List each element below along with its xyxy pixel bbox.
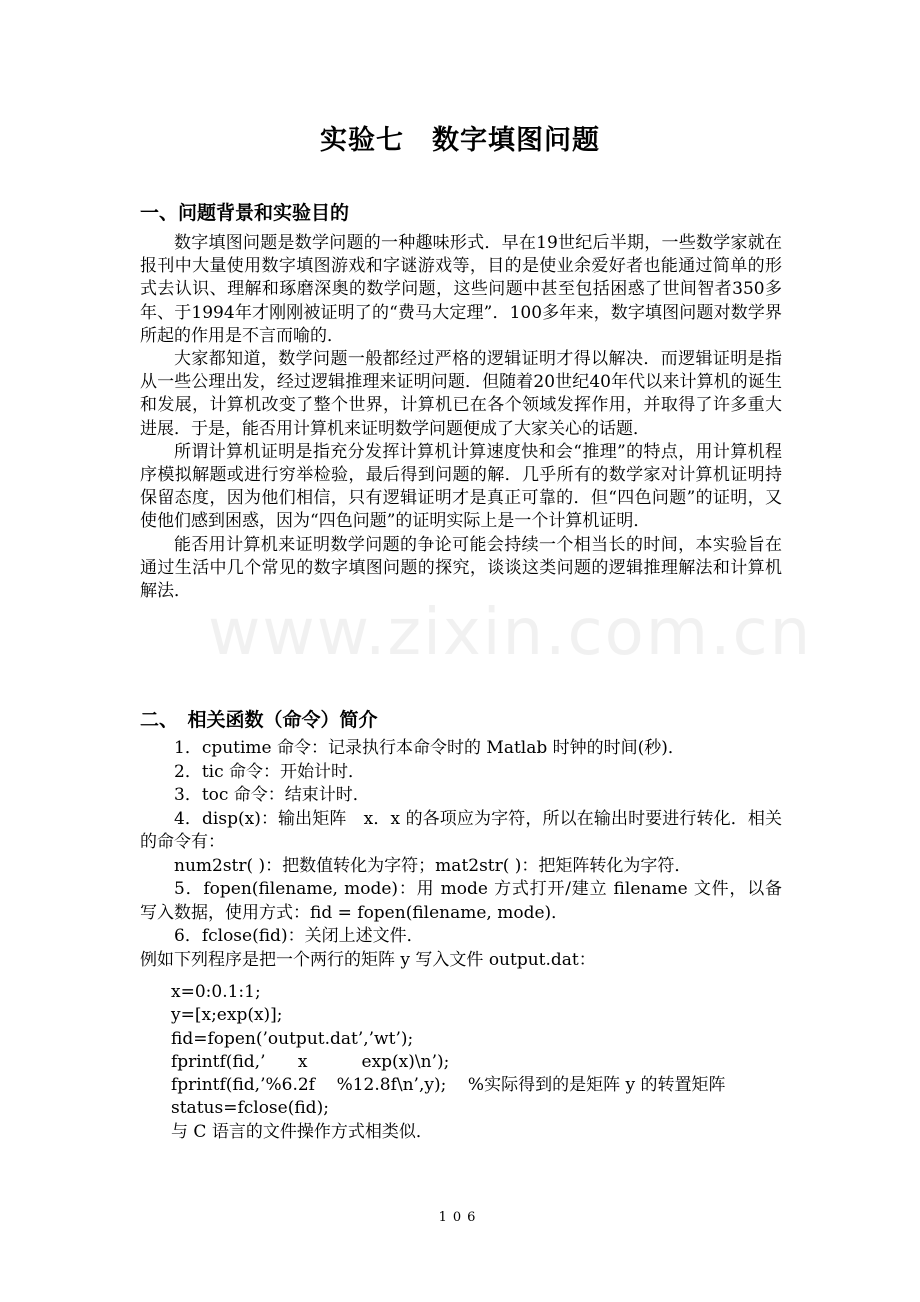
paragraph-2: 大家都知道，数学问题一般都经过严格的逻辑证明才得以解决．而逻辑证明是指从一些公理出发，经过逻辑推理来证明问题．但随着20世纪40年代以来计算机的诞生和发展，计算机改变了整个世界，计算机已在各个领域发挥作用，并取得了许多重大进展．于是，能否用计算机来证明数学问题便成了大家关心的话题． xyxy=(140,349,782,439)
section-1-body xyxy=(140,232,782,603)
watermark: www.zixin.com.cn xyxy=(208,596,813,670)
paragraph-4: 能否用计算机来证明数学问题的争论可能会持续一个相当长的时间，本实验旨在通过生活中几个常见的数字填图问题的探究，谈谈这类问题的逻辑推理解法和计算机解法． xyxy=(140,534,782,602)
list-item-toc: 3．toc 命令：结束计时． xyxy=(174,785,370,805)
code-line: x=0:0.1:1; xyxy=(171,982,261,1002)
list-item-fopen: 5．fopen(filename, mode)：用 mode 方式打开/建立 filename 文件，以备写入数据，使用方式：fid = fopen(filename, mode)． xyxy=(140,879,782,923)
example-intro: 例如下列程序是把一个两行的矩阵 y 写入文件 output.dat： xyxy=(140,949,596,970)
list-item-disp: 4．disp(x)：输出矩阵 x．x 的各项应为字符，所以在输出时要进行转化．相关的命令有： xyxy=(140,808,782,852)
paragraph-3: 所谓计算机证明是指充分发挥计算机计算速度快和会“推理”的特点，用计算机程序模拟解题或进行穷举检验，最后得到问题的解．几乎所有的数学家对计算机证明持保留态度，因为他们相信，只有逻辑证明才是真正可靠的．但“四色问题”的证明，又使他们感到困惑，因为“四色问题”的证明实际上是一个计算机证明． xyxy=(140,441,782,532)
page-number: 106 xyxy=(438,1210,482,1225)
code-line: status=fclose(fid); xyxy=(171,1098,329,1119)
page-title: 实验七 数字填图问题 xyxy=(320,125,600,156)
list-item-disp-related: num2str( )：把数值转化为字符；mat2str( )：把矩阵转化为字符． xyxy=(174,855,692,876)
code-line: fid=fopen(’output.dat’,’wt’); xyxy=(171,1028,414,1049)
list-item-fclose: 6．fclose(fid)：关闭上述文件． xyxy=(174,926,424,946)
function-list xyxy=(140,737,782,972)
code-note: 与 C 语言的文件操作方式相类似． xyxy=(171,1121,433,1142)
list-item-tic: 2．tic 命令：开始计时． xyxy=(174,761,366,782)
code-line: y=[x;exp(x)]; xyxy=(171,1005,283,1026)
section-2-heading: 二、 相关函数（命令）简介 xyxy=(140,709,378,731)
code-line: fprintf(fid,’ x exp(x)\n’); xyxy=(171,1051,450,1072)
code-line: fprintf(fid,’%6.2f %12.8f\n’,y); %实际得到的是矩阵 y 的转置矩阵 xyxy=(171,1075,726,1096)
paragraph-1: 数字填图问题是数学问题的一种趣味形式．早在19世纪后半期，一些数学家就在报刊中大量使用数字填图游戏和字谜游戏等，目的是使业余爱好者也能通过简单的形式去认识、理解和琢磨深奥的数学问题，这些问题中甚至包括困惑了世间智者350多年、于1994年才刚刚被证明了的“费马大定理”．100多年来，数字填图问题对数学界所起的作用是不言而喻的． xyxy=(140,233,782,346)
section-1-heading: 一、问题背景和实验目的 xyxy=(140,202,350,224)
list-item-cputime: 1．cputime 命令：记录执行本命令时的 Matlab 时钟的时间(秒)． xyxy=(174,738,685,758)
code-example xyxy=(171,981,791,1144)
